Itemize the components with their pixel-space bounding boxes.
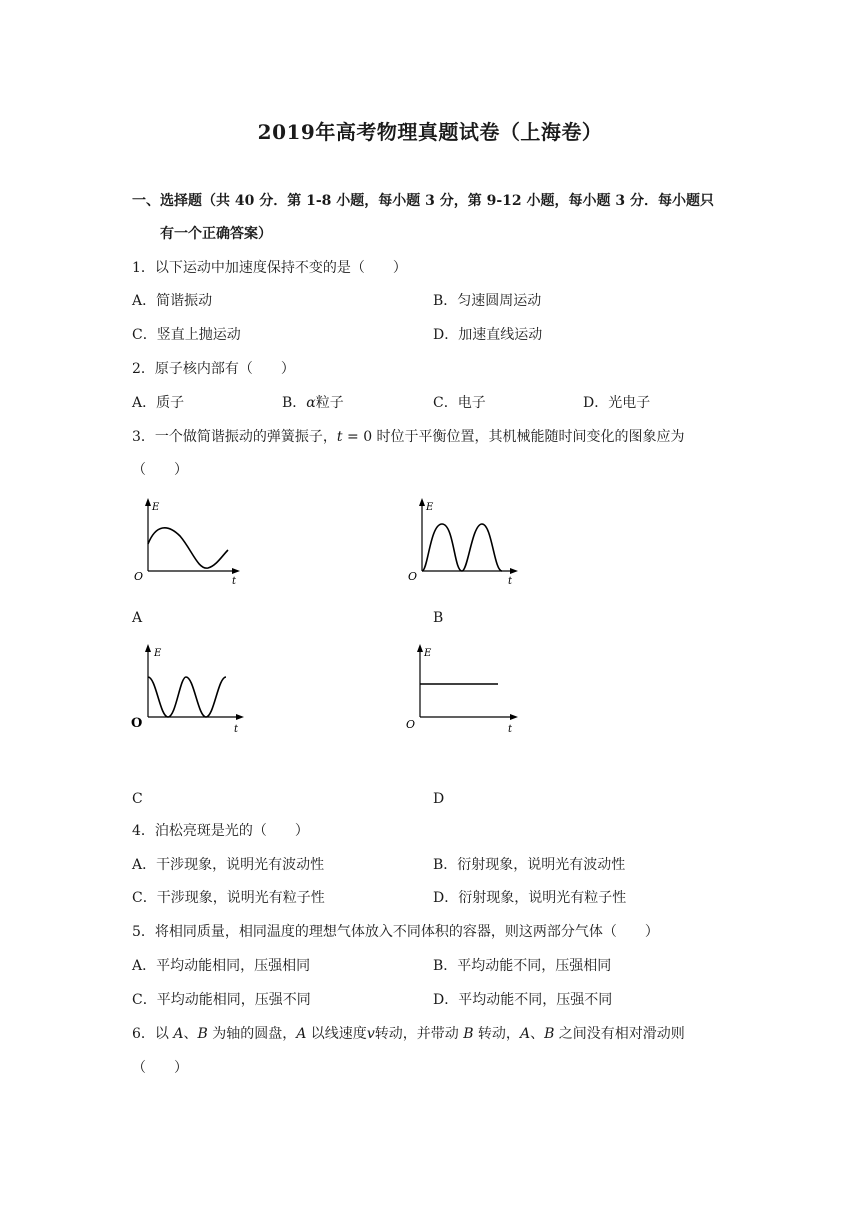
graph-b-curve <box>422 524 502 571</box>
question-4-option-c: C．干涉现象，说明光有粒子性 <box>132 890 325 906</box>
question-3-stem <box>132 428 685 446</box>
graph-b-y-label: E <box>426 502 434 513</box>
q6-symbol-b: B <box>197 1026 208 1042</box>
question-2-stem: 2．原子核内部有（ ） <box>132 361 295 377</box>
section-heading-line1: 一、选择题（共 40 分．第 1-8 小题，每小题 3 分，第 9-12 小题，每小题 3 分．每小题只 <box>132 193 715 209</box>
graph-c-curve <box>148 677 226 717</box>
graph-b-y-arrow <box>419 498 425 506</box>
q6-text: 6．以 <box>132 1026 174 1042</box>
graph-a-x-label: t <box>232 576 237 587</box>
question-4-option-a: A．干涉现象，说明光有波动性 <box>132 857 325 873</box>
q6-text: 之间没有相对滑动则 <box>554 1026 685 1042</box>
graph-a-y-arrow <box>145 498 151 506</box>
graph-a-x-arrow <box>232 568 240 574</box>
question-1-option-c: C．竖直上抛运动 <box>132 327 241 343</box>
question-5-option-a: A．平均动能相同，压强相同 <box>132 958 311 974</box>
graph-c-x-arrow <box>236 714 244 720</box>
question-5-option-d: D．平均动能不同，压强不同 <box>433 992 613 1008</box>
q3-time-symbol: t <box>336 429 343 445</box>
question-2-option-c: C．电子 <box>433 395 486 411</box>
graph-b-x-arrow <box>510 568 518 574</box>
q6-text: 、 <box>530 1026 545 1042</box>
question-2-option-d: D．光电子 <box>583 395 651 411</box>
question-4-stem: 4．泊松亮斑是光的（ ） <box>132 823 309 839</box>
graph-a-origin: O <box>134 570 144 583</box>
graph-c-x-label: t <box>234 724 239 734</box>
q6-symbol-b: B <box>544 1026 555 1042</box>
option-b-suffix: 粒子 <box>315 395 344 411</box>
graph-a-y-label: E <box>152 502 160 513</box>
q6-symbol-b: B <box>463 1026 474 1042</box>
q6-text: 转动，并带动 <box>374 1026 464 1042</box>
question-4-option-d: D．衍射现象，说明光有粒子性 <box>433 890 627 906</box>
question-1-stem: 1．以下运动中加速度保持不变的是（ ） <box>132 260 407 276</box>
graph-d-y-arrow <box>417 644 423 652</box>
graph-b-x-label: t <box>508 576 513 587</box>
question-1-option-a: A．简谐振动 <box>132 293 213 309</box>
q3-equals-zero: = 0 <box>342 429 373 445</box>
page-title: 2019年高考物理真题试卷（上海卷） <box>257 120 603 144</box>
graph-d-x-label: t <box>508 724 513 734</box>
q6-text: 为轴的圆盘， <box>207 1026 297 1042</box>
graph-d <box>402 642 522 734</box>
question-5-option-b: B．平均动能不同，压强相同 <box>433 958 612 974</box>
graph-c-y-label: E <box>154 648 162 659</box>
graph-d-label: D <box>433 791 445 807</box>
question-2-option-a: A．质子 <box>132 395 185 411</box>
question-5-option-c: C．平均动能相同，压强不同 <box>132 992 311 1008</box>
graph-c-y-arrow <box>145 644 151 652</box>
q6-text: 转动， <box>473 1026 520 1042</box>
question-3-stem-line2: （ ） <box>132 462 188 478</box>
question-6-stem <box>132 1025 685 1043</box>
alpha-symbol: α <box>306 395 316 411</box>
graph-c-label: C <box>132 791 143 807</box>
q3-stem-part1: 3．一个做简谐振动的弹簧振子， <box>132 429 337 445</box>
question-1-option-b: B．匀速圆周运动 <box>433 293 542 309</box>
graph-a-curve <box>148 528 228 568</box>
q6-text: 、 <box>183 1026 198 1042</box>
graph-b-label: B <box>433 610 444 626</box>
graph-a <box>128 496 243 588</box>
graph-c <box>128 642 248 734</box>
q6-symbol-a: A <box>173 1026 184 1042</box>
graph-b-origin: O <box>408 570 418 583</box>
graph-d-x-arrow <box>510 714 518 720</box>
question-2-option-b <box>282 394 344 412</box>
question-5-stem: 5．将相同质量，相同温度的理想气体放入不同体积的容器，则这两部分气体（ ） <box>132 924 659 940</box>
graph-d-origin: O <box>406 718 416 731</box>
section-heading-line2: 有一个正确答案） <box>160 226 272 242</box>
graph-c-origin: O <box>131 716 143 731</box>
q6-symbol-a: A <box>296 1026 307 1042</box>
q6-symbol-a: A <box>519 1026 531 1042</box>
question-4-option-b: B．衍射现象，说明光有波动性 <box>433 857 626 873</box>
q6-symbol-v: v <box>366 1026 375 1042</box>
question-6-stem-line2: （ ） <box>132 1060 188 1076</box>
graph-b <box>402 496 522 588</box>
q6-text: 以线速度 <box>306 1026 367 1042</box>
graph-a-label: A <box>132 610 143 626</box>
option-b-prefix: B． <box>282 395 307 411</box>
question-1-option-d: D．加速直线运动 <box>433 327 543 343</box>
q3-stem-part2: 时位于平衡位置，其机械能随时间变化的图象应为 <box>372 429 685 445</box>
graph-d-y-label: E <box>424 648 432 659</box>
